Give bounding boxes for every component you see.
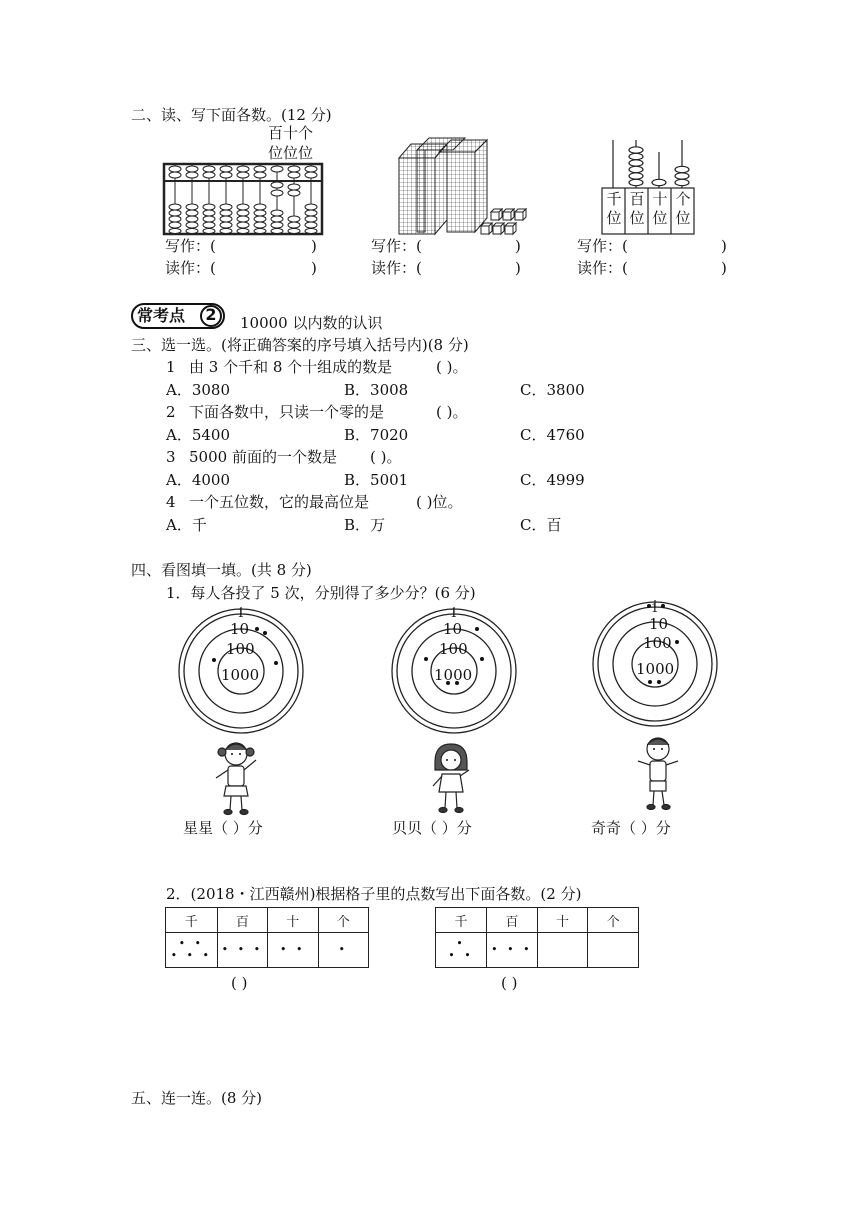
target-3-ring-1: 1: [651, 601, 659, 615]
table1-dots-thousands: • • • • •: [166, 933, 218, 968]
q4-option-b[interactable]: B．万: [344, 516, 386, 534]
table1-header-thousands: 千: [166, 908, 218, 933]
table2-dots-hundreds: • • •: [487, 933, 538, 968]
read-label-2: 读作：(: [371, 259, 422, 277]
write-close-1: ): [311, 237, 317, 255]
q2-option-a[interactable]: A．5400: [166, 426, 231, 444]
target-3-ring-10: 10: [649, 615, 669, 633]
q2-option-c[interactable]: C．4760: [520, 426, 585, 444]
target-1-ring-1000: 1000: [221, 666, 260, 684]
dot-table-1: [165, 907, 369, 968]
q2-stem: 下面各数中，只读一个零的是: [189, 403, 385, 421]
q4-option-c[interactable]: C．百: [520, 516, 562, 534]
girl-beibei-figure: [425, 742, 477, 816]
write-close-2: ): [515, 237, 521, 255]
section-2-title: 二、读、写下面各数。(12 分): [131, 106, 332, 124]
q4-answer-blank[interactable]: ( )位。: [416, 493, 463, 511]
table1-answer[interactable]: ( ): [231, 974, 248, 992]
q1-answer-blank[interactable]: ( )。: [436, 358, 468, 376]
read-label-1: 读作：(: [165, 259, 216, 277]
table1-header-hundreds: 百: [217, 908, 267, 933]
q3-answer-blank[interactable]: ( )。: [370, 448, 402, 466]
write-label-1: 写作：(: [165, 237, 216, 255]
target-3-ring-1000: 1000: [636, 660, 675, 678]
write-close-3: ): [721, 237, 727, 255]
section-4-title: 四、看图填一填。(共 8 分): [131, 561, 312, 579]
q2-option-b[interactable]: B．7020: [344, 426, 409, 444]
player-qiqi-answer[interactable]: 奇奇（ ）分: [591, 819, 671, 837]
read-close-1: ): [311, 259, 317, 277]
target-1-ring-100: 100: [226, 640, 255, 658]
section-3-title: 三、选一选。(将正确答案的序号填入括号内)(8 分): [131, 336, 469, 354]
q1-stem: 由 3 个千和 8 个十组成的数是: [189, 358, 393, 376]
read-close-3: ): [721, 259, 727, 277]
read-close-2: ): [515, 259, 521, 277]
table2-dots-ones: [588, 933, 639, 968]
table1-dots-hundreds: • • •: [217, 933, 267, 968]
q4-option-a[interactable]: A．千: [166, 516, 207, 534]
target-2-ring-10: 10: [443, 620, 463, 638]
read-label-3: 读作：(: [577, 259, 628, 277]
player-beibei-answer[interactable]: 贝贝（ ）分: [392, 819, 472, 837]
section-5-title: 五、连一连。(8 分): [131, 1089, 263, 1107]
q1-option-c[interactable]: C．3800: [520, 381, 585, 399]
abacus-place-label-top: 百十个: [268, 124, 314, 142]
table2-header-tens: 十: [537, 908, 588, 933]
abacus-place-label-bottom: 位位位: [268, 144, 314, 162]
q1-option-b[interactable]: B．3008: [344, 381, 409, 399]
target-2-ring-100: 100: [439, 640, 468, 658]
q4-stem: 一个五位数，它的最高位是: [189, 493, 370, 511]
target-2-ring-1: 1: [450, 606, 458, 620]
boy-qiqi-figure: [630, 735, 686, 811]
player-xingxing-answer[interactable]: 星星（ ）分: [183, 819, 263, 837]
q4-number: 4: [166, 493, 176, 511]
table1-header-tens: 十: [268, 908, 318, 933]
girl-xingxing-figure: [210, 738, 266, 816]
table2-answer[interactable]: ( ): [501, 974, 518, 992]
counter-label-tens: 十位: [652, 190, 668, 227]
q3-option-c[interactable]: C．4999: [520, 471, 585, 489]
section-4-q2: 2．(2018・江西赣州)根据格子里的点数写出下面各数。(2 分): [166, 885, 582, 903]
table1-dots-tens: • •: [268, 933, 318, 968]
q1-option-a[interactable]: A．3080: [166, 381, 231, 399]
abacus-figure: [163, 163, 323, 235]
q1-number: 1: [166, 358, 176, 376]
q2-answer-blank[interactable]: ( )。: [436, 403, 468, 421]
write-label-3: 写作：(: [577, 237, 628, 255]
target-3-ring-100: 100: [643, 634, 672, 652]
q2-number: 2: [166, 403, 176, 421]
table2-header-hundreds: 百: [487, 908, 538, 933]
target-1-ring-10: 10: [230, 620, 250, 638]
q3-option-a[interactable]: A．4000: [166, 471, 231, 489]
base-ten-blocks-figure: [395, 138, 530, 238]
q3-stem: 5000 前面的一个数是: [189, 448, 337, 466]
table2-header-thousands: 千: [436, 908, 487, 933]
topic-heading: 10000 以内数的认识: [240, 314, 383, 332]
q3-number: 3: [166, 448, 176, 466]
badge-text: 常考点: [137, 306, 186, 325]
table1-dots-ones: •: [318, 933, 368, 968]
target-2-ring-1000: 1000: [434, 666, 473, 684]
table2-header-ones: 个: [588, 908, 639, 933]
table2-dots-tens: [537, 933, 588, 968]
counter-label-ones: 个位: [675, 190, 691, 227]
write-label-2: 写作：(: [371, 237, 422, 255]
dot-table-2: [435, 907, 639, 968]
badge-number: 2: [205, 305, 217, 324]
table2-dots-thousands: • • •: [436, 933, 487, 968]
table1-header-ones: 个: [318, 908, 368, 933]
q3-option-b[interactable]: B．5001: [344, 471, 409, 489]
counter-label-thousands: 千位: [606, 190, 622, 227]
counter-label-hundreds: 百位: [629, 190, 645, 227]
section-4-q1: 1．每人各投了 5 次，分别得了多少分？(6 分): [166, 584, 476, 602]
target-1-ring-1: 1: [237, 606, 245, 620]
